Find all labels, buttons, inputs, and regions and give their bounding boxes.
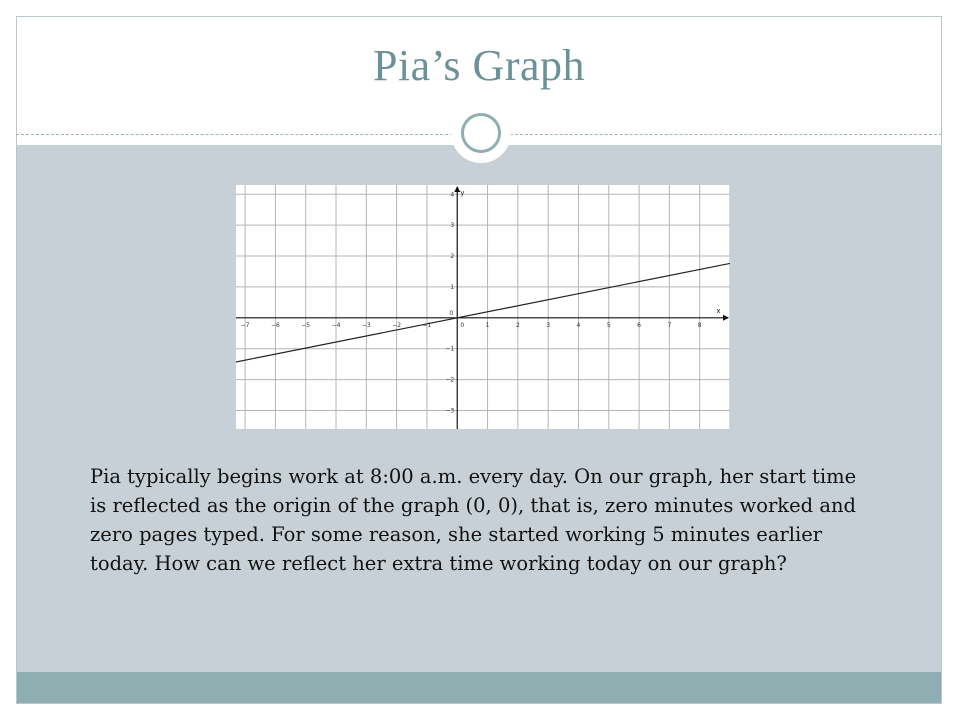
x-tick-label: −7 — [240, 321, 250, 329]
x-tick-label: −3 — [361, 321, 371, 329]
y-tick-label: 3 — [450, 222, 455, 230]
footer-bar — [17, 672, 941, 703]
x-tick-label: 8 — [697, 321, 702, 329]
x-tick-label: 1 — [485, 321, 490, 329]
y-tick-label: 1 — [450, 283, 455, 291]
x-tick-label: −6 — [270, 321, 280, 329]
coordinate-graph — [236, 185, 730, 429]
y-tick-label: 2 — [450, 253, 455, 261]
series-line — [236, 263, 730, 362]
x-tick-label: 2 — [515, 321, 520, 329]
y-tick-label: −1 — [445, 345, 455, 353]
x-tick-label: 4 — [576, 321, 581, 329]
x-tick-label: −5 — [301, 321, 311, 329]
y-axis-label: y — [460, 189, 465, 197]
y-tick-label: −3 — [445, 407, 455, 415]
x-axis-label: x — [716, 306, 721, 315]
x-tick-label: 0 — [460, 321, 465, 329]
x-tick-label: −4 — [331, 321, 341, 329]
x-tick-label: −2 — [392, 321, 402, 329]
x-tick-label: 3 — [546, 321, 551, 329]
decorative-ring-icon — [451, 103, 511, 163]
body-text: Pia typically begins work at 8:00 a.m. every day. On our graph, her start time is reflected as the origin of the graph (0, 0), that is, zero minutes worked and zero pages typed. For some reason, she started working 5 minutes earlier today. How can we reflect her extra time working today on our graph? — [90, 465, 857, 575]
x-tick-label: 6 — [637, 321, 641, 329]
x-tick-label: −1 — [422, 321, 432, 329]
y-tick-label: −2 — [445, 376, 455, 384]
graph-svg — [236, 185, 730, 429]
slide-title: Pia’s Graph — [372, 41, 586, 90]
x-axis-arrow-icon — [723, 315, 729, 321]
y-tick-label: 4 — [450, 191, 455, 199]
y-tick-label: 0 — [449, 309, 454, 317]
x-tick-label: 5 — [606, 321, 611, 329]
x-tick-label: 7 — [667, 321, 672, 329]
